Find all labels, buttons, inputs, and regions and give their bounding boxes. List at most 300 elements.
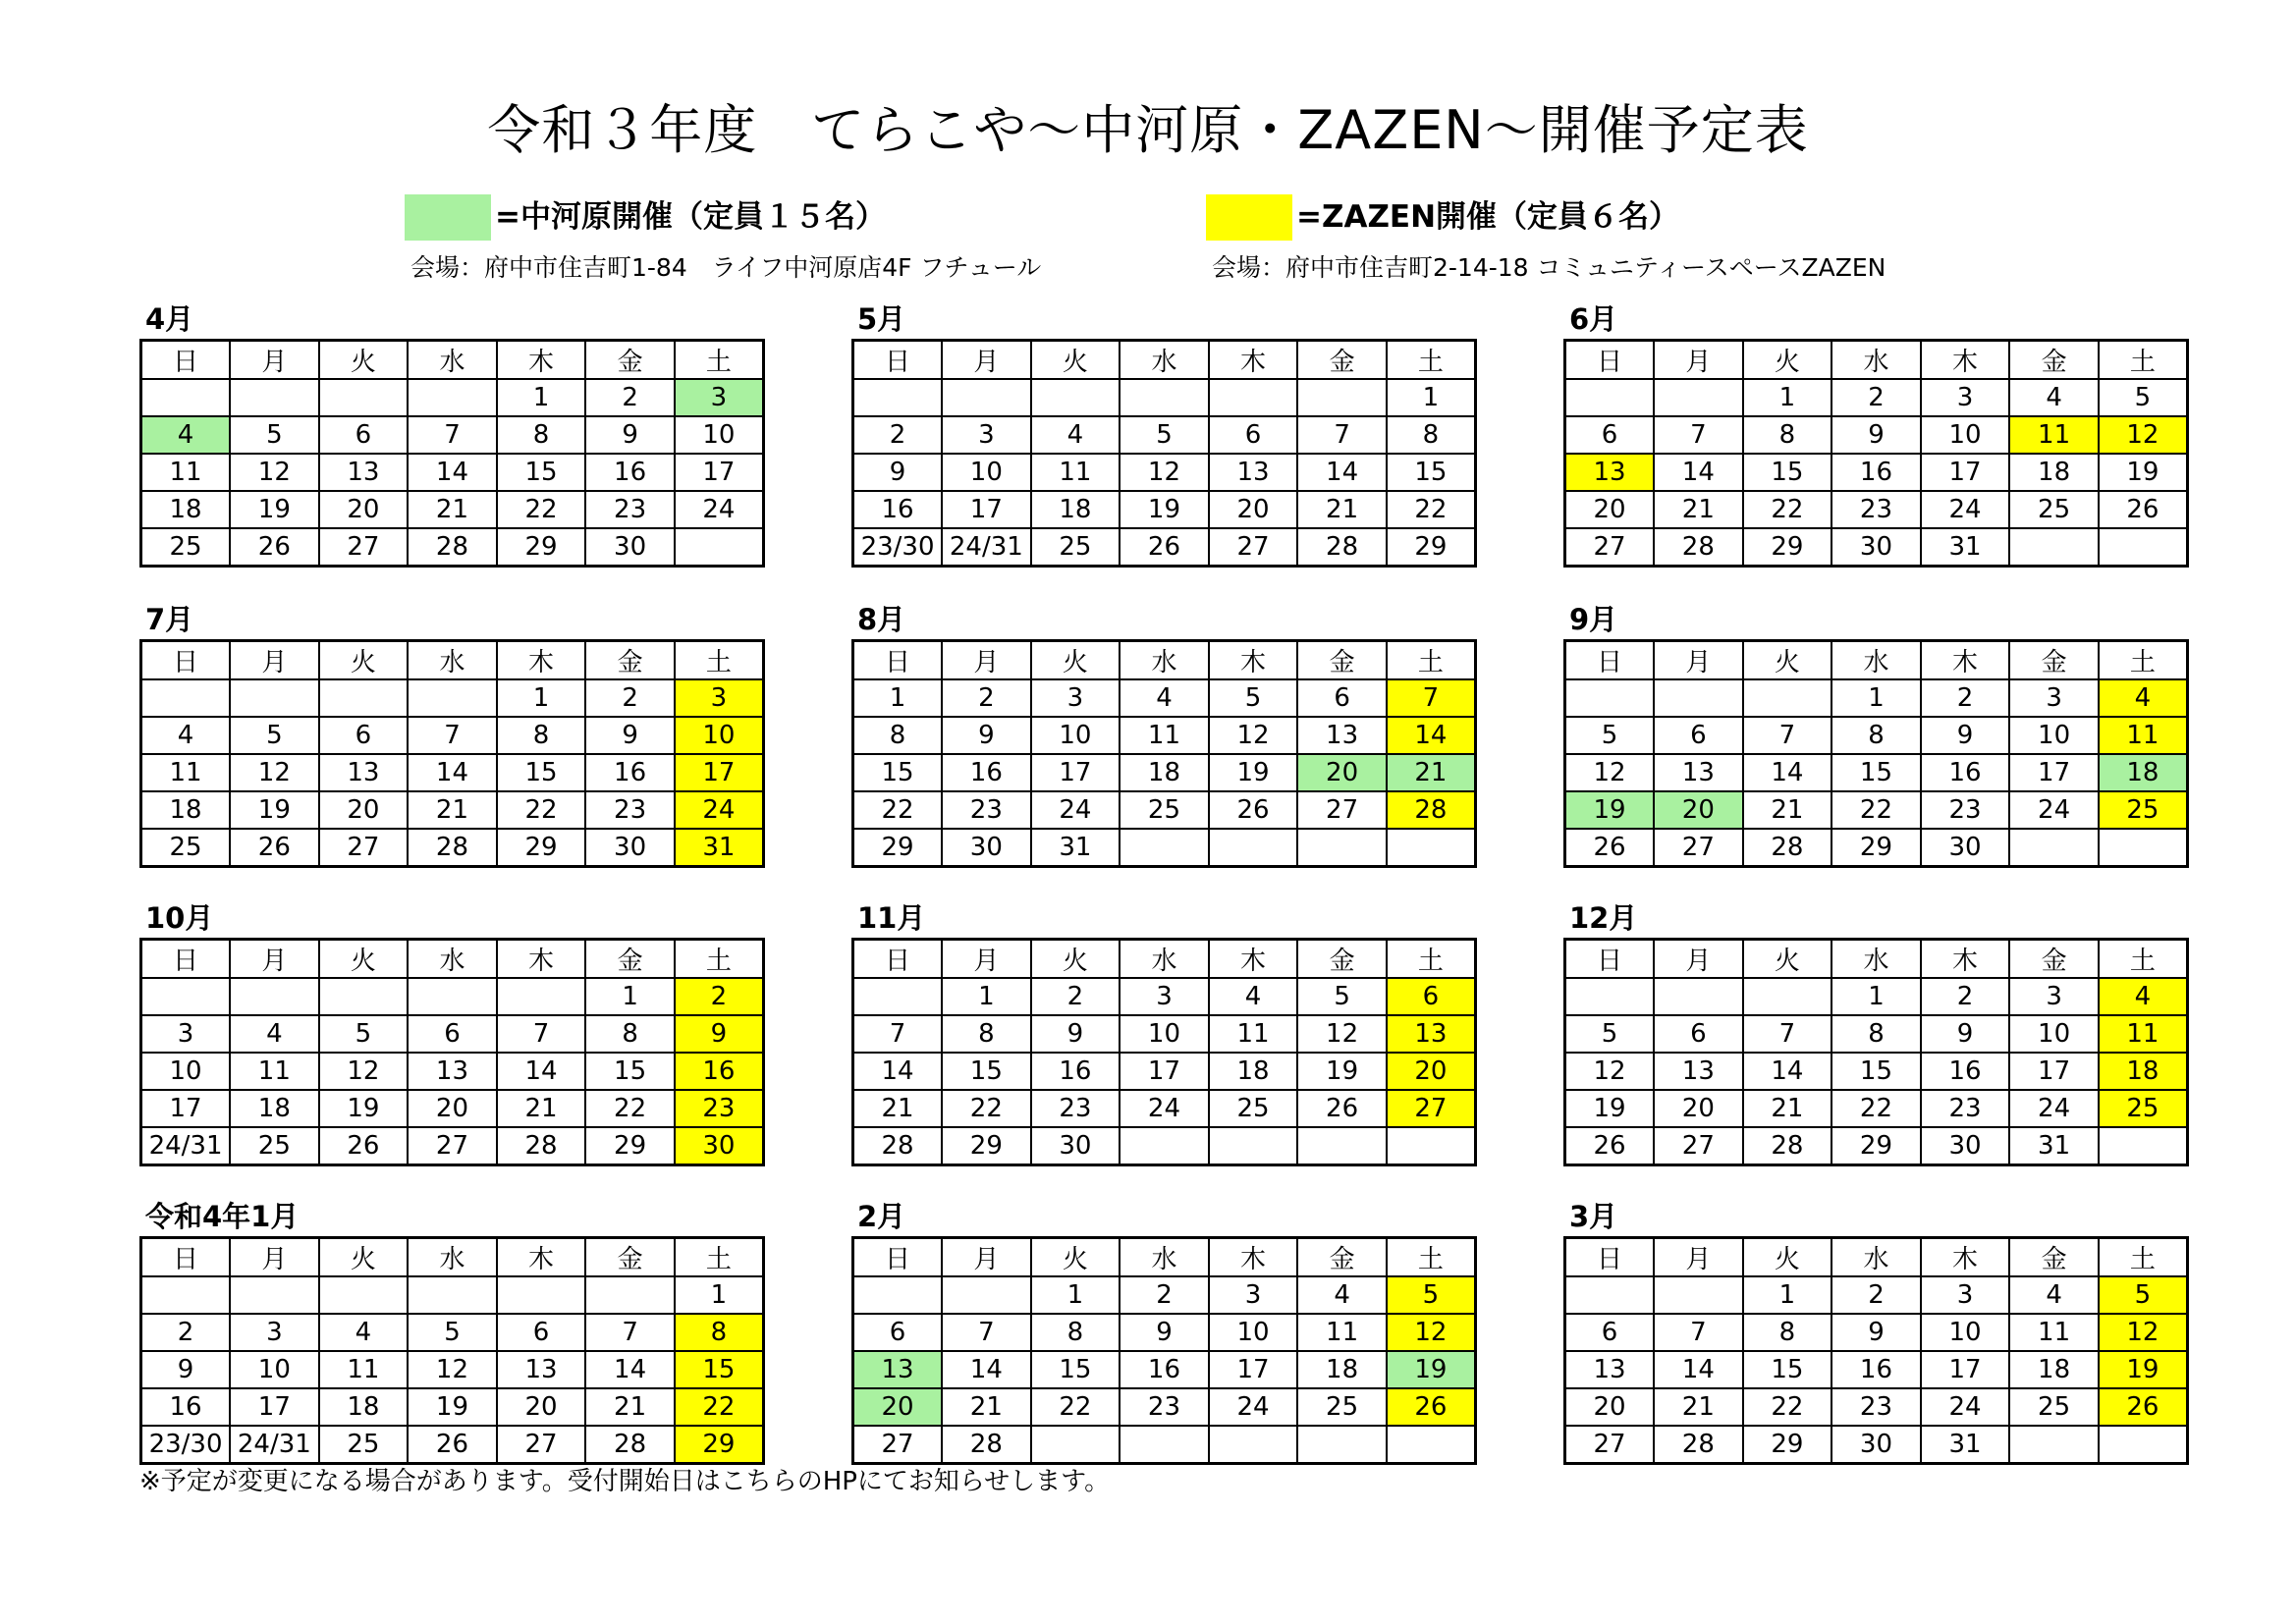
day-cell: 1	[1743, 379, 1832, 416]
empty-cell	[497, 1276, 586, 1314]
week-row	[141, 754, 764, 791]
day-cell: 28	[942, 1426, 1031, 1464]
month-calendar	[851, 901, 1477, 1166]
day-cell: 24	[675, 791, 764, 829]
month-title: 3月	[1569, 1200, 1618, 1233]
day-cell: 21	[497, 1090, 586, 1127]
day-cell: 6	[1209, 416, 1298, 454]
day-cell: 24	[2009, 791, 2099, 829]
empty-cell	[230, 679, 319, 717]
day-cell: 3	[1921, 1276, 2010, 1314]
weekday-header: 月	[1654, 641, 1743, 680]
day-cell: 1	[942, 978, 1031, 1015]
weekday-header: 土	[2099, 641, 2188, 680]
day-cell: 22	[942, 1090, 1031, 1127]
day-cell: 23	[675, 1090, 764, 1127]
day-cell: 20	[1387, 1053, 1476, 1090]
day-cell: 18	[1120, 754, 1209, 791]
weekday-header-row	[141, 641, 764, 680]
day-cell: 11	[1031, 454, 1121, 491]
empty-cell	[408, 1276, 497, 1314]
weekday-header: 土	[1387, 1238, 1476, 1277]
day-cell: 13	[319, 754, 409, 791]
day-cell: 23	[1921, 1090, 2010, 1127]
week-row	[853, 416, 1476, 454]
weekday-header: 水	[1120, 1238, 1209, 1277]
day-cell: 24	[675, 491, 764, 528]
day-cell: 15	[1831, 1053, 1921, 1090]
day-cell: 6	[1387, 978, 1476, 1015]
week-row	[1565, 1351, 2188, 1388]
day-cell: 16	[1031, 1053, 1121, 1090]
day-cell: 1	[497, 379, 586, 416]
page-title: 令和３年度 てらこや～中河原・ZAZEN～開催予定表	[487, 99, 1809, 161]
day-cell: 10	[141, 1053, 231, 1090]
day-cell: 30	[585, 528, 675, 567]
week-row	[853, 491, 1476, 528]
week-row	[853, 1276, 1476, 1314]
day-cell: 25	[230, 1127, 319, 1165]
day-cell: 1	[1831, 679, 1921, 717]
month-table	[1563, 1236, 2189, 1465]
day-cell: 24	[1921, 491, 2010, 528]
empty-cell	[1209, 379, 1298, 416]
day-cell: 21	[408, 791, 497, 829]
month-calendar	[139, 1200, 765, 1465]
week-row	[141, 379, 764, 416]
day-cell: 16	[1921, 1053, 2010, 1090]
weekday-header: 火	[1031, 341, 1121, 380]
day-cell: 15	[675, 1351, 764, 1388]
day-cell: 3	[230, 1314, 319, 1351]
week-row	[853, 379, 1476, 416]
day-cell: 18	[2099, 754, 2188, 791]
day-cell: 4	[141, 717, 231, 754]
week-row	[1565, 717, 2188, 754]
day-cell: 19	[2099, 454, 2188, 491]
week-row	[141, 1090, 764, 1127]
empty-cell	[1031, 379, 1121, 416]
month-title: 5月	[857, 302, 906, 336]
day-cell: 21	[585, 1388, 675, 1426]
day-cell: 1	[675, 1276, 764, 1314]
empty-cell	[2009, 528, 2099, 567]
day-cell: 21	[1387, 754, 1476, 791]
day-cell: 8	[1831, 717, 1921, 754]
day-cell: 18	[1209, 1053, 1298, 1090]
weekday-header: 木	[1209, 641, 1298, 680]
day-cell: 25	[2099, 791, 2188, 829]
week-row	[141, 679, 764, 717]
day-cell: 29	[1831, 829, 1921, 867]
day-cell: 2	[942, 679, 1031, 717]
day-cell: 28	[1743, 1127, 1832, 1165]
day-cell: 31	[1921, 528, 2010, 567]
legend-swatch-zazen	[1206, 194, 1292, 241]
day-cell: 6	[853, 1314, 943, 1351]
weekday-header: 水	[408, 940, 497, 979]
day-cell: 13	[1387, 1015, 1476, 1053]
venue-zazen: 会場：府中市住吉町2-14-18 コミュニティースペースZAZEN	[1212, 253, 1886, 282]
weekday-header: 日	[853, 641, 943, 680]
day-cell: 23	[1831, 491, 1921, 528]
day-cell: 11	[1209, 1015, 1298, 1053]
weekday-header-row	[1565, 1238, 2188, 1277]
day-cell: 10	[230, 1351, 319, 1388]
month-title: 7月	[145, 603, 194, 636]
weekday-header: 金	[585, 641, 675, 680]
weekday-header: 月	[230, 641, 319, 680]
weekday-header: 日	[141, 641, 231, 680]
month-title: 6月	[1569, 302, 1618, 336]
weekday-header: 金	[1297, 940, 1387, 979]
week-row	[141, 1276, 764, 1314]
week-row	[1565, 1426, 2188, 1464]
day-cell: 27	[1654, 1127, 1743, 1165]
day-cell: 17	[942, 491, 1031, 528]
day-cell: 31	[1031, 829, 1121, 867]
weekday-header: 日	[853, 940, 943, 979]
week-row	[1565, 528, 2188, 567]
day-cell: 12	[408, 1351, 497, 1388]
month-table	[139, 339, 765, 568]
day-cell: 8	[585, 1015, 675, 1053]
weekday-header: 土	[675, 341, 764, 380]
day-cell: 29	[942, 1127, 1031, 1165]
day-cell: 15	[942, 1053, 1031, 1090]
day-cell: 14	[1654, 454, 1743, 491]
day-cell: 8	[1387, 416, 1476, 454]
day-cell: 10	[675, 416, 764, 454]
day-cell: 20	[1209, 491, 1298, 528]
month-title: 8月	[857, 603, 906, 636]
day-cell: 20	[319, 491, 409, 528]
weekday-header: 水	[1831, 641, 1921, 680]
day-cell: 8	[1031, 1314, 1121, 1351]
weekday-header-row	[1565, 940, 2188, 979]
day-cell: 12	[230, 754, 319, 791]
day-cell: 4	[1120, 679, 1209, 717]
day-cell: 9	[141, 1351, 231, 1388]
weekday-header: 土	[1387, 940, 1476, 979]
day-cell: 27	[1297, 791, 1387, 829]
month-calendar	[851, 603, 1477, 868]
day-cell: 13	[319, 454, 409, 491]
day-cell: 15	[1743, 1351, 1832, 1388]
day-cell: 27	[1565, 1426, 1655, 1464]
weekday-header: 金	[2009, 1238, 2099, 1277]
empty-cell	[853, 978, 943, 1015]
day-cell: 30	[1031, 1127, 1121, 1165]
day-cell: 18	[1031, 491, 1121, 528]
day-cell: 21	[1297, 491, 1387, 528]
day-cell: 26	[230, 829, 319, 867]
week-row	[853, 829, 1476, 867]
month-table	[139, 639, 765, 868]
legend-label-zazen: =ZAZEN開催（定員６名）	[1296, 199, 1680, 235]
day-cell: 13	[1565, 1351, 1655, 1388]
week-row	[1565, 829, 2188, 867]
empty-cell	[319, 1276, 409, 1314]
month-calendar	[139, 302, 765, 568]
day-cell: 26	[2099, 1388, 2188, 1426]
day-cell: 23	[585, 491, 675, 528]
day-cell: 31	[1921, 1426, 2010, 1464]
month-table	[1563, 339, 2189, 568]
day-cell: 11	[319, 1351, 409, 1388]
empty-cell	[230, 978, 319, 1015]
day-cell: 6	[319, 717, 409, 754]
weekday-header-row	[853, 940, 1476, 979]
day-cell: 17	[141, 1090, 231, 1127]
empty-cell	[230, 1276, 319, 1314]
month-title: 4月	[145, 302, 194, 336]
empty-cell	[1387, 1127, 1476, 1165]
day-cell: 19	[319, 1090, 409, 1127]
month-table	[851, 1236, 1477, 1465]
week-row	[1565, 978, 2188, 1015]
day-cell: 4	[2099, 978, 2188, 1015]
weekday-header: 水	[408, 641, 497, 680]
weekday-header: 火	[1743, 940, 1832, 979]
week-row	[1565, 1053, 2188, 1090]
day-cell: 20	[1654, 1090, 1743, 1127]
weekday-header: 木	[497, 341, 586, 380]
day-cell: 28	[1297, 528, 1387, 567]
week-row	[141, 1314, 764, 1351]
day-cell: 23	[942, 791, 1031, 829]
day-cell: 25	[1120, 791, 1209, 829]
day-cell: 26	[1565, 829, 1655, 867]
day-cell: 27	[853, 1426, 943, 1464]
day-cell: 14	[1654, 1351, 1743, 1388]
day-cell: 7	[853, 1015, 943, 1053]
day-cell: 25	[141, 829, 231, 867]
day-cell: 22	[1831, 1090, 1921, 1127]
week-row	[1565, 454, 2188, 491]
day-cell: 2	[1831, 1276, 1921, 1314]
weekday-header: 金	[585, 341, 675, 380]
weekday-header: 火	[1743, 1238, 1832, 1277]
day-cell: 11	[230, 1053, 319, 1090]
month-calendar	[851, 302, 1477, 568]
weekday-header: 日	[141, 341, 231, 380]
day-cell: 31	[675, 829, 764, 867]
day-cell: 8	[675, 1314, 764, 1351]
weekday-header-row	[853, 641, 1476, 680]
day-cell: 16	[1831, 1351, 1921, 1388]
day-cell: 19	[230, 791, 319, 829]
empty-cell	[1743, 679, 1832, 717]
day-cell: 19	[1565, 791, 1655, 829]
month-table	[139, 1236, 765, 1465]
day-cell: 6	[319, 416, 409, 454]
day-cell: 14	[853, 1053, 943, 1090]
day-cell: 25	[1209, 1090, 1298, 1127]
day-cell: 27	[1654, 829, 1743, 867]
week-row	[853, 754, 1476, 791]
day-cell: 18	[319, 1388, 409, 1426]
weekday-header: 土	[675, 1238, 764, 1277]
day-cell: 16	[1921, 754, 2010, 791]
week-row	[853, 717, 1476, 754]
weekday-header: 木	[1209, 940, 1298, 979]
weekday-header: 火	[319, 641, 409, 680]
day-cell: 8	[1743, 416, 1832, 454]
week-row	[141, 1426, 764, 1464]
weekday-header: 月	[230, 341, 319, 380]
weekday-header: 月	[1654, 940, 1743, 979]
weekday-header: 木	[1921, 341, 2010, 380]
empty-cell	[1120, 829, 1209, 867]
week-row	[1565, 754, 2188, 791]
day-cell: 18	[2009, 1351, 2099, 1388]
day-cell: 6	[408, 1015, 497, 1053]
weekday-header-row	[141, 341, 764, 380]
empty-cell	[319, 679, 409, 717]
day-cell: 23/30	[853, 528, 943, 567]
day-cell: 22	[1743, 1388, 1832, 1426]
weekday-header: 金	[2009, 641, 2099, 680]
day-cell: 25	[2009, 491, 2099, 528]
day-cell: 15	[497, 454, 586, 491]
day-cell: 20	[1297, 754, 1387, 791]
day-cell: 20	[1565, 491, 1655, 528]
day-cell: 15	[853, 754, 943, 791]
day-cell: 19	[1209, 754, 1298, 791]
empty-cell	[1565, 679, 1655, 717]
month-calendar	[851, 1200, 1477, 1465]
day-cell: 31	[2009, 1127, 2099, 1165]
day-cell: 22	[1387, 491, 1476, 528]
day-cell: 2	[585, 679, 675, 717]
day-cell: 27	[1387, 1090, 1476, 1127]
day-cell: 14	[1743, 754, 1832, 791]
empty-cell	[1120, 379, 1209, 416]
day-cell: 4	[2009, 1276, 2099, 1314]
day-cell: 27	[497, 1426, 586, 1464]
empty-cell	[141, 1276, 231, 1314]
day-cell: 13	[497, 1351, 586, 1388]
venue-nakagawara: 会場：府中市住吉町1-84 ライフ中河原店4F フチュール	[410, 253, 1042, 282]
day-cell: 5	[1387, 1276, 1476, 1314]
day-cell: 21	[853, 1090, 943, 1127]
day-cell: 26	[2099, 491, 2188, 528]
day-cell: 9	[585, 717, 675, 754]
day-cell: 15	[1387, 454, 1476, 491]
day-cell: 24/31	[230, 1426, 319, 1464]
empty-cell	[319, 978, 409, 1015]
day-cell: 30	[1831, 1426, 1921, 1464]
day-cell: 28	[1387, 791, 1476, 829]
empty-cell	[230, 379, 319, 416]
weekday-header: 水	[1120, 940, 1209, 979]
day-cell: 3	[2009, 978, 2099, 1015]
day-cell: 26	[319, 1127, 409, 1165]
empty-cell	[2099, 528, 2188, 567]
day-cell: 8	[497, 717, 586, 754]
empty-cell	[1565, 978, 1655, 1015]
day-cell: 17	[675, 754, 764, 791]
day-cell: 16	[853, 491, 943, 528]
weekday-header: 火	[1743, 341, 1832, 380]
day-cell: 5	[1209, 679, 1298, 717]
day-cell: 21	[1743, 1090, 1832, 1127]
day-cell: 30	[1921, 829, 2010, 867]
week-row	[141, 491, 764, 528]
day-cell: 24	[2009, 1090, 2099, 1127]
day-cell: 1	[1387, 379, 1476, 416]
day-cell: 13	[1654, 1053, 1743, 1090]
day-cell: 16	[585, 754, 675, 791]
day-cell: 16	[141, 1388, 231, 1426]
day-cell: 7	[1654, 416, 1743, 454]
day-cell: 19	[230, 491, 319, 528]
month-table	[851, 938, 1477, 1166]
weekday-header: 日	[141, 1238, 231, 1277]
week-row	[1565, 1090, 2188, 1127]
day-cell: 8	[853, 717, 943, 754]
day-cell: 15	[1831, 754, 1921, 791]
day-cell: 11	[2099, 717, 2188, 754]
weekday-header: 土	[675, 641, 764, 680]
weekday-header-row	[853, 1238, 1476, 1277]
day-cell: 16	[1831, 454, 1921, 491]
day-cell: 28	[1654, 1426, 1743, 1464]
empty-cell	[2099, 1127, 2188, 1165]
day-cell: 20	[497, 1388, 586, 1426]
day-cell: 6	[1654, 1015, 1743, 1053]
weekday-header: 日	[141, 940, 231, 979]
weekday-header: 月	[942, 940, 1031, 979]
day-cell: 12	[1120, 454, 1209, 491]
day-cell: 3	[675, 379, 764, 416]
day-cell: 28	[1743, 829, 1832, 867]
day-cell: 28	[408, 829, 497, 867]
week-row	[853, 679, 1476, 717]
empty-cell	[853, 1276, 943, 1314]
day-cell: 3	[1209, 1276, 1298, 1314]
week-row	[1565, 1015, 2188, 1053]
day-cell: 10	[1921, 1314, 2010, 1351]
week-row	[853, 1426, 1476, 1464]
day-cell: 21	[1654, 1388, 1743, 1426]
day-cell: 15	[497, 754, 586, 791]
weekday-header: 火	[319, 341, 409, 380]
empty-cell	[853, 379, 943, 416]
day-cell: 7	[1654, 1314, 1743, 1351]
weekday-header: 金	[1297, 641, 1387, 680]
day-cell: 23	[1831, 1388, 1921, 1426]
day-cell: 11	[2009, 1314, 2099, 1351]
day-cell: 3	[1031, 679, 1121, 717]
day-cell: 18	[141, 491, 231, 528]
week-row	[1565, 679, 2188, 717]
day-cell: 9	[1921, 717, 2010, 754]
day-cell: 7	[408, 717, 497, 754]
day-cell: 28	[853, 1127, 943, 1165]
day-cell: 9	[585, 416, 675, 454]
day-cell: 23	[585, 791, 675, 829]
week-row	[853, 791, 1476, 829]
empty-cell	[1209, 1426, 1298, 1464]
day-cell: 29	[497, 829, 586, 867]
day-cell: 29	[1743, 528, 1832, 567]
month-table	[1563, 639, 2189, 868]
day-cell: 24	[1031, 791, 1121, 829]
empty-cell	[408, 379, 497, 416]
day-cell: 25	[2099, 1090, 2188, 1127]
